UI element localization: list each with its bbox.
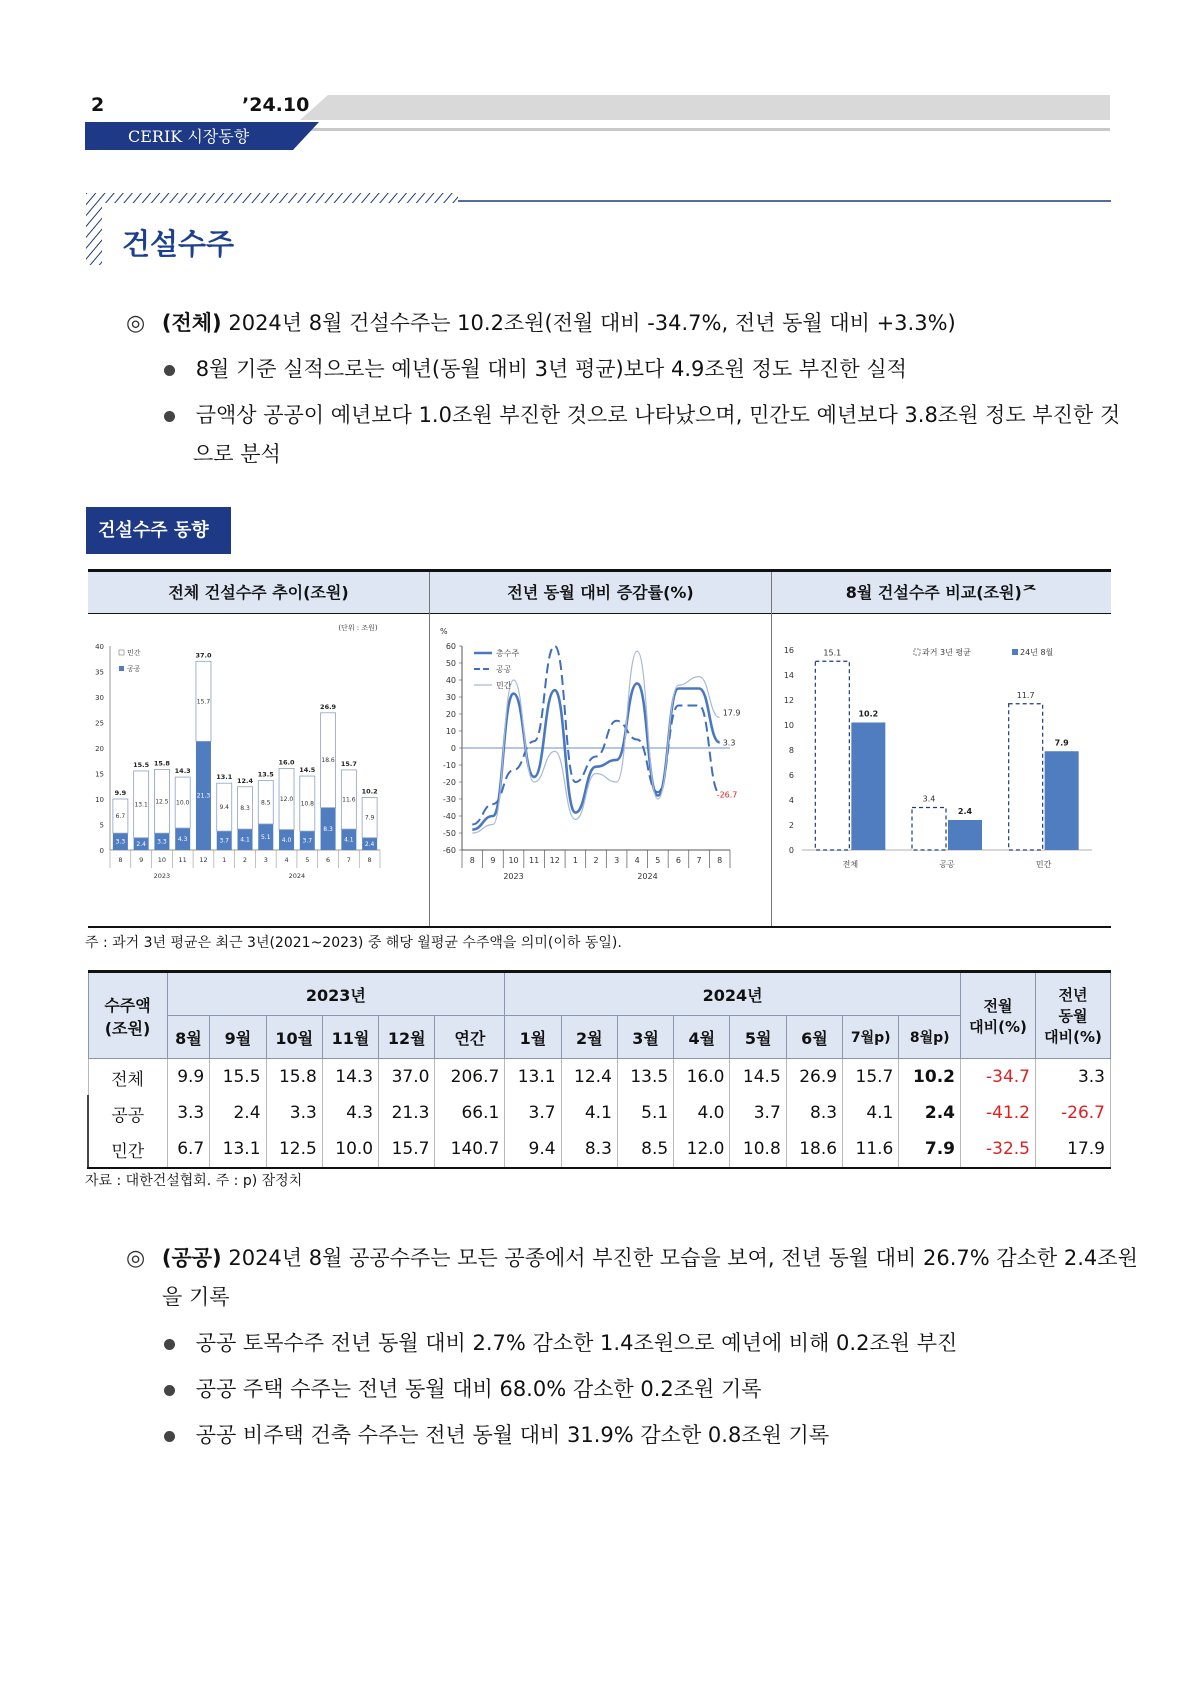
year-label: 2024 — [637, 872, 658, 881]
table-row — [88, 1059, 1111, 1096]
total-label: 12.4 — [236, 776, 254, 785]
end-label-private: 17.9 — [722, 708, 741, 718]
page-number: 2 — [91, 94, 105, 116]
para-2-cont: 을 기록 — [162, 1285, 230, 1309]
table-cell: 13.5 — [617, 1059, 673, 1096]
table-cell: 11.6 — [843, 1131, 899, 1168]
chart-2-header: 전년 동월 대비 증감률(%) — [430, 572, 771, 614]
table-cell: 15.7 — [843, 1059, 899, 1096]
public-label: 4.0 — [281, 836, 292, 844]
bar-2024-aug — [948, 820, 982, 850]
para-2-bullet-1 — [164, 1323, 957, 1363]
y-tick-label: 6 — [788, 771, 794, 780]
table-cell: 12.0 — [674, 1131, 730, 1168]
table-cell: 3.7 — [730, 1095, 786, 1131]
month-header: 4월 — [674, 1016, 730, 1059]
end-label-total: 3.3 — [722, 738, 736, 748]
legend-swatch-current — [1012, 649, 1018, 655]
table-row — [88, 1131, 1111, 1168]
x-tick-label: 8 — [367, 856, 372, 864]
bullet-dot-icon — [164, 1385, 175, 1396]
table-cell: 6.7 — [167, 1131, 210, 1168]
total-label: 13.1 — [216, 773, 233, 782]
x-tick-label: 9 — [139, 856, 144, 864]
total-label: 26.9 — [320, 702, 337, 711]
x-tick-label: 전체 — [842, 860, 859, 869]
public-label: 3.3 — [115, 838, 126, 846]
bullet-text: 금액상 공공이 예년보다 1.0조원 부진한 것으로 나타났으며, 민간도 예년보다 3.8조원 정도 부진한 것 — [195, 403, 1121, 427]
table-cell: 10.0 — [322, 1131, 378, 1168]
public-label: 3.7 — [219, 837, 230, 845]
row-label: 공공 — [88, 1095, 167, 1131]
chart-note: 주 : 과거 3년 평균은 최근 3년(2021~2023) 중 해당 월평균 수주액을 의미(이하 동일). — [85, 935, 622, 951]
table-cell: 12.5 — [266, 1131, 322, 1168]
x-tick-label: 5 — [655, 856, 661, 865]
y-tick-label: 15 — [95, 770, 104, 779]
table-cell: 9.9 — [167, 1059, 210, 1096]
yoy-header: 전년 동월 대비(%) — [1036, 972, 1111, 1059]
table-cell: 14.3 — [322, 1059, 378, 1096]
table-cell: 2.4 — [899, 1095, 961, 1131]
month-header: 8월p) — [899, 1016, 961, 1059]
table-cell: 13.1 — [210, 1131, 266, 1168]
y-tick-label: -50 — [442, 829, 456, 838]
y-tick-label: -60 — [442, 846, 456, 855]
bullet-text: 8월 기준 실적으로는 예년(동월 대비 3년 평균)보다 4.9조원 정도 부진한 실적 — [195, 357, 907, 381]
month-header: 12월 — [379, 1016, 435, 1059]
table-cell: 4.3 — [322, 1095, 378, 1131]
table-cell: 14.5 — [730, 1059, 786, 1096]
table-cell: 8.3 — [561, 1131, 617, 1168]
chart-total-orders — [88, 614, 429, 926]
row-label: 민간 — [88, 1131, 167, 1168]
table-cell: 12.4 — [561, 1059, 617, 1096]
year-label: 2024 — [288, 872, 306, 880]
public-label: 8.3 — [323, 825, 333, 833]
y-tick-label: 0 — [99, 847, 104, 855]
y-tick-label: -10 — [442, 761, 456, 770]
table-cell: 8.3 — [786, 1095, 842, 1131]
x-tick-label: 4 — [634, 856, 640, 865]
para-1-line — [126, 303, 956, 344]
public-label: 4.3 — [177, 836, 188, 844]
private-label: 9.4 — [219, 804, 230, 812]
y-tick-label: 40 — [95, 643, 104, 651]
table-cell: -32.5 — [961, 1131, 1036, 1168]
current-value-label: 2.4 — [957, 807, 973, 816]
legend-label: 공공 — [127, 665, 141, 673]
legend-label: 공공 — [496, 665, 512, 674]
legend-label: 민간 — [496, 681, 512, 690]
double-circle-icon: ◎ — [126, 311, 146, 336]
x-tick-label: 2 — [242, 856, 248, 864]
current-value-label: 10.2 — [858, 709, 879, 719]
issue-date: ’24.10 — [242, 94, 310, 116]
x-tick-label: 8 — [469, 856, 475, 865]
total-label: 14.5 — [299, 766, 316, 775]
para-1-text: 2024년 8월 건설수주는 10.2조원(전월 대비 -34.7%, 전년 동월 대비 +3.3%) — [221, 311, 956, 335]
orders-table — [87, 970, 1111, 1169]
avg-value-label: 11.7 — [1016, 690, 1035, 700]
month-header: 10월 — [266, 1016, 322, 1059]
y-tick-label: 20 — [445, 710, 456, 719]
table-cell: 2.4 — [210, 1095, 266, 1131]
bullet-dot-icon — [164, 1339, 175, 1350]
month-header: 8월 — [167, 1016, 210, 1059]
y-tick-label: 30 — [95, 694, 104, 702]
table-cell: -34.7 — [961, 1059, 1036, 1096]
table-cell: 21.3 — [379, 1095, 435, 1131]
month-header: 5월 — [730, 1016, 786, 1059]
table-cell: 10.8 — [730, 1131, 786, 1168]
private-label: 8.3 — [240, 804, 250, 812]
public-label: 2.4 — [136, 840, 146, 848]
table-cell: 15.5 — [210, 1059, 266, 1096]
x-tick-label: 11 — [178, 856, 187, 864]
table-cell: 7.9 — [899, 1131, 961, 1168]
mom-header: 전월 대비(%) — [961, 972, 1036, 1059]
header-rule — [300, 128, 1110, 131]
month-header: 연간 — [435, 1016, 505, 1059]
year-label: 2023 — [153, 872, 171, 880]
x-tick-label: 1 — [222, 856, 227, 864]
table-cell: -41.2 — [961, 1095, 1036, 1131]
y-tick-label: 30 — [445, 693, 456, 702]
y-axis-label: % — [440, 627, 448, 636]
month-header: 9월 — [210, 1016, 266, 1059]
bullet-dot-icon — [164, 411, 175, 422]
line-private — [472, 651, 719, 833]
public-label: 4.1 — [344, 836, 354, 844]
legend-label: 24년 8월 — [1020, 648, 1054, 657]
bullet-dot-icon — [164, 365, 175, 376]
x-tick-label: 12 — [549, 856, 560, 865]
x-tick-label: 3 — [263, 856, 268, 864]
total-label: 16.0 — [278, 758, 295, 767]
y-tick-label: 35 — [95, 668, 104, 677]
public-label: 3.7 — [302, 837, 313, 845]
table-cell: 9.4 — [505, 1131, 561, 1168]
table-row — [88, 1095, 1111, 1131]
x-tick-label: 11 — [529, 856, 540, 865]
bar-2024-aug — [1045, 751, 1079, 850]
table-cell: 4.1 — [561, 1095, 617, 1131]
private-label: 6.7 — [115, 813, 126, 821]
total-label: 9.9 — [114, 789, 127, 797]
y-tick-label: 25 — [95, 719, 104, 728]
total-label: 15.8 — [153, 759, 170, 768]
bullet-text: 공공 토목수주 전년 동월 대비 2.7% 감소한 1.4조원으로 예년에 비해 0.2조원 부진 — [195, 1331, 958, 1355]
month-header: 7월p) — [843, 1016, 899, 1059]
x-tick-label: 10 — [157, 856, 167, 864]
total-label: 14.3 — [174, 767, 191, 776]
table-cell: 3.3 — [1036, 1059, 1111, 1096]
table-cell: -26.7 — [1036, 1095, 1111, 1131]
month-header: 1월 — [505, 1016, 561, 1059]
x-tick-label: 8 — [717, 856, 723, 865]
legend-label: 민간 — [127, 649, 141, 657]
x-tick-label: 7 — [346, 856, 351, 864]
y-tick-label: 10 — [95, 796, 104, 804]
bullet-dot-icon — [164, 1431, 175, 1442]
y-tick-label: 12 — [783, 696, 794, 705]
private-label: 11.6 — [342, 796, 356, 804]
y-tick-label: 10 — [783, 721, 794, 730]
private-label: 13.1 — [134, 801, 148, 809]
private-label: 12.5 — [155, 798, 169, 806]
y-tick-label: 2 — [788, 821, 794, 830]
chart-yoy-change — [430, 614, 771, 926]
section-title-decoration — [86, 193, 1111, 271]
legend-swatch-public — [119, 666, 124, 671]
x-tick-label: 9 — [490, 856, 496, 865]
public-label: 4.1 — [240, 836, 250, 844]
table-cell: 4.1 — [843, 1095, 899, 1131]
y-tick-label: 60 — [445, 642, 456, 651]
x-tick-label: 2 — [593, 856, 599, 865]
bar-3yr-average — [1009, 704, 1043, 850]
y-tick-label: -40 — [442, 812, 456, 821]
avg-value-label: 15.1 — [823, 648, 842, 658]
month-header-row — [88, 1016, 1111, 1059]
public-label: 5.1 — [260, 833, 271, 841]
private-label: 7.9 — [364, 814, 375, 822]
total-label: 10.2 — [361, 787, 378, 796]
private-label: 10.8 — [300, 800, 314, 808]
double-circle-icon: ◎ — [126, 1246, 146, 1271]
private-label: 18.6 — [321, 757, 335, 765]
table-cell: 18.6 — [786, 1131, 842, 1168]
y-tick-label: 10 — [445, 727, 456, 736]
header-label: CERIK 시장동향 — [128, 127, 250, 146]
para-2-bullet-3 — [164, 1415, 829, 1455]
table-cell: 206.7 — [435, 1059, 505, 1096]
x-tick-label: 10 — [508, 856, 519, 865]
x-tick-label: 민간 — [1035, 860, 1052, 869]
table-cell: 66.1 — [435, 1095, 505, 1131]
table-cell: 4.0 — [674, 1095, 730, 1131]
source-note: 자료 : 대한건설협회. 주 : p) 잠정치 — [85, 1173, 303, 1189]
private-label: 12.0 — [279, 796, 294, 803]
row-label: 전체 — [88, 1059, 167, 1096]
table-cell: 15.8 — [266, 1059, 322, 1096]
public-label: 2.4 — [364, 840, 375, 848]
para-1-lead: (전체) — [161, 311, 222, 335]
x-tick-label: 5 — [305, 856, 310, 864]
table-corner-header: 수주액 (조원) — [88, 972, 167, 1059]
para-2-bullet-2 — [164, 1369, 762, 1409]
chart-3-header: 8월 건설수주 비교(조원)ᄌ — [772, 572, 1111, 614]
total-label: 13.5 — [257, 770, 274, 779]
bar-2024-aug — [851, 723, 885, 851]
chart-august-compare — [772, 614, 1111, 926]
y-tick-label: -20 — [442, 778, 456, 787]
total-label: 15.7 — [340, 759, 357, 768]
total-label: 15.5 — [133, 760, 150, 769]
table-cell: 37.0 — [379, 1059, 435, 1096]
legend-label: 총수주 — [496, 649, 520, 658]
para-2-text: 2024년 8월 공공수주는 모든 공종에서 부진한 모습을 보여, 전년 동월 대비 26.7% 감소한 2.4조원 — [221, 1246, 1138, 1270]
y-tick-label: 20 — [95, 745, 104, 753]
x-tick-label: 6 — [675, 856, 682, 865]
bullet-text: 공공 비주택 건축 수주는 전년 동월 대비 31.9% 감소한 0.8조원 기록 — [195, 1423, 830, 1447]
current-value-label: 7.9 — [1054, 738, 1069, 748]
unit-label: (단위 : 조원) — [338, 624, 378, 632]
table-cell: 140.7 — [435, 1131, 505, 1168]
table-cell: 3.7 — [505, 1095, 561, 1131]
y-tick-label: 40 — [445, 676, 456, 685]
table-body — [88, 1059, 1111, 1169]
header-gray-band — [300, 95, 1110, 120]
legend-label: 과거 3년 평균 — [922, 648, 971, 657]
y-tick-label: 4 — [788, 796, 794, 805]
chart-1-header: 전체 건설수주 추이(조원) — [88, 572, 429, 614]
bar-3yr-average — [912, 808, 946, 851]
x-tick-label: 7 — [696, 856, 702, 865]
x-tick-label: 공공 — [939, 860, 955, 869]
year-label: 2023 — [503, 872, 524, 881]
para-1-bullet-2-cont: 으로 분석 — [193, 442, 281, 466]
table-cell: 3.3 — [266, 1095, 322, 1131]
para-2-lead: (공공) — [161, 1246, 222, 1270]
month-header: 2월 — [561, 1016, 617, 1059]
table-cell: 13.1 — [505, 1059, 561, 1096]
para-2-line — [126, 1238, 1138, 1279]
x-tick-label: 8 — [118, 856, 123, 864]
year-2024-header: 2024년 — [505, 972, 961, 1016]
year-2023-header: 2023년 — [167, 972, 505, 1016]
y-tick-label: 50 — [445, 659, 456, 668]
private-label: 8.5 — [260, 799, 271, 807]
legend-swatch-private — [119, 650, 124, 655]
x-tick-label: 3 — [614, 856, 620, 865]
x-tick-label: 1 — [572, 856, 578, 865]
chart-panel — [88, 569, 1111, 928]
legend-swatch-avg — [914, 649, 920, 655]
y-tick-label: 16 — [783, 646, 794, 655]
bullet-text: 공공 주택 수주는 전년 동월 대비 68.0% 감소한 0.2조원 기록 — [195, 1377, 762, 1401]
table-cell: 15.7 — [379, 1131, 435, 1168]
table-cell: 16.0 — [674, 1059, 730, 1096]
x-tick-label: 12 — [199, 856, 208, 864]
section-title: 건설수주 — [122, 227, 235, 261]
avg-value-label: 3.4 — [922, 794, 936, 804]
private-label: 15.7 — [196, 698, 211, 706]
table-cell: 5.1 — [617, 1095, 673, 1131]
box-title: 건설수주 동향 — [86, 507, 231, 554]
month-header: 3월 — [617, 1016, 673, 1059]
y-tick-label: 5 — [99, 821, 104, 830]
y-tick-label: 14 — [783, 671, 794, 680]
month-header: 6월 — [786, 1016, 842, 1059]
private-label: 10.0 — [176, 799, 190, 807]
y-tick-label: 8 — [788, 746, 794, 755]
public-label: 3.3 — [157, 838, 167, 846]
para-1-bullet-2 — [164, 395, 1120, 435]
end-label-public: -26.7 — [716, 790, 738, 800]
month-header: 11월 — [322, 1016, 378, 1059]
total-label: 37.0 — [195, 651, 212, 660]
y-tick-label: 0 — [788, 846, 794, 855]
x-tick-label: 6 — [326, 856, 331, 864]
x-tick-label: 4 — [284, 856, 289, 864]
table-cell: 10.2 — [899, 1059, 961, 1096]
table-cell: 17.9 — [1036, 1131, 1111, 1168]
table-cell: 3.3 — [167, 1095, 210, 1131]
table-cell: 26.9 — [786, 1059, 842, 1096]
table-cell: 8.5 — [617, 1131, 673, 1168]
public-label: 21.3 — [196, 792, 211, 800]
y-tick-label: 0 — [450, 744, 456, 753]
y-tick-label: -30 — [442, 795, 456, 804]
para-1-bullet-1 — [164, 349, 907, 389]
bar-3yr-average — [815, 661, 849, 850]
